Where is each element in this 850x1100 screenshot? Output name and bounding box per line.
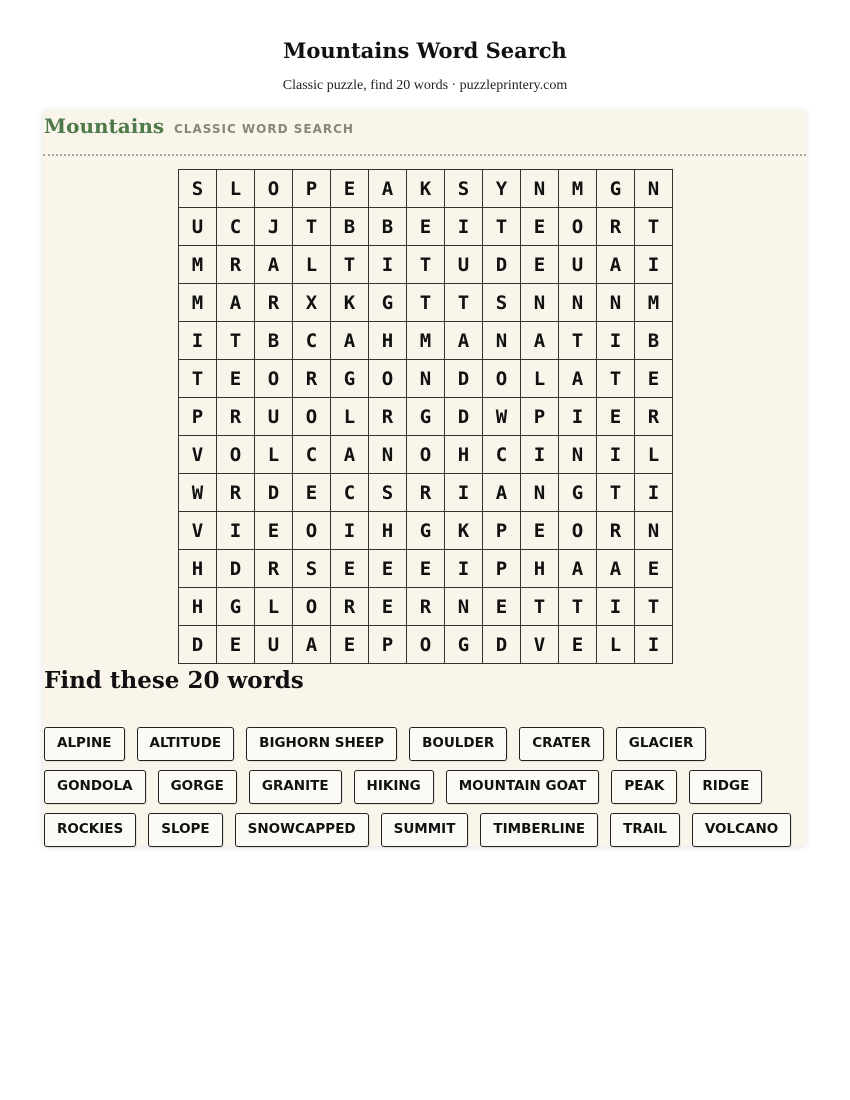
grid-cell[interactable]: T [635,588,673,626]
grid-cell[interactable]: H [179,588,217,626]
grid-cell[interactable]: E [635,550,673,588]
grid-cell[interactable]: C [331,474,369,512]
grid-cell[interactable]: E [369,588,407,626]
grid-cell[interactable]: R [293,360,331,398]
grid-cell[interactable]: T [179,360,217,398]
grid-row [179,170,673,208]
grid-cell[interactable]: T [217,322,255,360]
grid-cell[interactable]: P [293,170,331,208]
grid-row [179,588,673,626]
word-chip[interactable]: HIKING [354,770,434,804]
grid-cell[interactable]: E [407,208,445,246]
grid-cell[interactable]: D [217,550,255,588]
word-chip[interactable]: GRANITE [249,770,342,804]
grid-cell[interactable]: E [217,626,255,664]
grid-cell[interactable]: A [559,550,597,588]
grid-cell[interactable]: O [369,360,407,398]
grid-cell[interactable]: R [407,474,445,512]
grid-cell[interactable]: O [407,626,445,664]
grid-cell[interactable]: N [407,360,445,398]
grid-cell[interactable]: R [597,208,635,246]
grid-cell[interactable]: R [217,246,255,284]
grid-cell[interactable]: W [179,474,217,512]
grid-cell[interactable]: O [293,512,331,550]
grid-cell[interactable]: R [331,588,369,626]
grid-cell[interactable]: E [521,512,559,550]
grid-cell[interactable]: L [255,588,293,626]
grid-cell[interactable]: V [179,512,217,550]
card-title: Mountains [44,114,165,138]
word-chip[interactable]: TIMBERLINE [480,813,598,847]
grid-cell[interactable]: E [521,208,559,246]
grid-cell[interactable]: A [331,436,369,474]
grid-cell[interactable]: K [407,170,445,208]
grid-cell[interactable]: E [331,550,369,588]
grid-cell[interactable]: C [293,322,331,360]
word-chip[interactable]: ALTITUDE [137,727,235,761]
grid-cell[interactable]: G [407,512,445,550]
grid-cell[interactable]: G [445,626,483,664]
grid-cell[interactable]: G [597,170,635,208]
grid-cell[interactable]: P [483,550,521,588]
grid-cell[interactable]: O [293,398,331,436]
grid-cell[interactable]: I [635,246,673,284]
grid-row [179,512,673,550]
grid-cell[interactable]: V [179,436,217,474]
grid-cell[interactable]: H [445,436,483,474]
grid-cell[interactable]: E [559,626,597,664]
grid-cell[interactable]: L [331,398,369,436]
grid-cell[interactable]: A [255,246,293,284]
grid-cell[interactable]: M [179,246,217,284]
grid-cell[interactable]: D [483,626,521,664]
grid-cell[interactable]: N [483,322,521,360]
grid-cell[interactable]: C [483,436,521,474]
grid-cell[interactable]: H [369,512,407,550]
word-chip[interactable]: RIDGE [689,770,762,804]
grid-cell[interactable]: O [407,436,445,474]
grid-cell[interactable]: B [369,208,407,246]
word-chip[interactable]: CRATER [519,727,604,761]
grid-cell[interactable]: A [293,626,331,664]
word-chip[interactable]: GLACIER [616,727,707,761]
grid-cell[interactable]: D [445,360,483,398]
grid-cell[interactable]: C [293,436,331,474]
grid-cell[interactable]: I [445,208,483,246]
word-chip[interactable]: PEAK [611,770,677,804]
grid-cell[interactable]: E [597,398,635,436]
grid-cell[interactable]: E [483,588,521,626]
word-chip[interactable]: BIGHORN SHEEP [246,727,397,761]
grid-cell[interactable]: O [255,170,293,208]
grid-cell[interactable]: D [483,246,521,284]
grid-row [179,208,673,246]
grid-cell[interactable]: U [179,208,217,246]
grid-cell[interactable]: L [217,170,255,208]
grid-cell[interactable]: A [369,170,407,208]
grid-cell[interactable]: J [255,208,293,246]
grid-cell[interactable]: E [331,170,369,208]
grid-cell[interactable]: R [369,398,407,436]
grid-cell[interactable]: O [255,360,293,398]
page-title: Mountains Word Search [283,38,567,63]
grid-cell[interactable]: B [331,208,369,246]
grid-cell[interactable]: I [521,436,559,474]
word-chip[interactable]: SNOWCAPPED [235,813,369,847]
word-chip[interactable]: ROCKIES [44,813,136,847]
grid-cell[interactable]: I [597,436,635,474]
grid-cell[interactable]: X [293,284,331,322]
grid-cell[interactable]: E [217,360,255,398]
grid-cell[interactable]: A [521,322,559,360]
grid-row [179,550,673,588]
grid-cell[interactable]: M [559,170,597,208]
grid-cell[interactable]: I [445,550,483,588]
grid-cell[interactable]: G [331,360,369,398]
grid-cell[interactable]: T [445,284,483,322]
grid-cell[interactable]: L [255,436,293,474]
word-chip[interactable]: VOLCANO [692,813,791,847]
grid-cell[interactable]: S [445,170,483,208]
grid-cell[interactable]: L [597,626,635,664]
grid-cell[interactable]: G [369,284,407,322]
grid-cell[interactable]: R [255,550,293,588]
grid-cell[interactable]: M [407,322,445,360]
grid-cell[interactable]: R [635,398,673,436]
grid-cell[interactable]: O [559,208,597,246]
word-chip[interactable]: SUMMIT [381,813,469,847]
grid-cell[interactable]: E [635,360,673,398]
grid-cell[interactable]: K [331,284,369,322]
grid-cell[interactable]: I [635,626,673,664]
grid-cell[interactable]: T [597,360,635,398]
grid-cell[interactable]: I [597,588,635,626]
grid-cell[interactable]: H [521,550,559,588]
grid-cell[interactable]: N [635,170,673,208]
grid-row [179,398,673,436]
grid-cell[interactable]: A [597,246,635,284]
grid-cell[interactable]: G [559,474,597,512]
word-chip[interactable]: GONDOLA [44,770,146,804]
grid-cell[interactable]: L [635,436,673,474]
grid-cell[interactable]: R [217,398,255,436]
grid-cell[interactable]: Y [483,170,521,208]
grid-cell[interactable]: H [369,322,407,360]
grid-row [179,436,673,474]
grid-cell[interactable]: S [293,550,331,588]
word-chip[interactable]: TRAIL [610,813,680,847]
grid-cell[interactable]: N [559,436,597,474]
grid-cell[interactable]: N [521,474,559,512]
grid-cell[interactable]: U [559,246,597,284]
grid-row [179,626,673,664]
grid-cell[interactable]: O [293,588,331,626]
card-tag: CLASSIC WORD SEARCH [174,122,354,136]
grid-cell[interactable]: E [255,512,293,550]
grid-cell[interactable]: D [255,474,293,512]
grid-cell[interactable]: B [635,322,673,360]
grid-cell[interactable]: T [635,208,673,246]
grid-cell[interactable]: R [407,588,445,626]
grid-cell[interactable]: O [559,512,597,550]
word-list-heading: Find these 20 words [44,667,304,694]
grid-cell[interactable]: T [597,474,635,512]
grid-cell[interactable]: E [331,626,369,664]
grid-cell[interactable]: V [521,626,559,664]
grid-cell[interactable]: W [483,398,521,436]
card-header [43,110,806,156]
grid-cell[interactable]: N [445,588,483,626]
grid-cell[interactable]: E [407,550,445,588]
grid-cell[interactable]: G [407,398,445,436]
grid-cell[interactable]: N [597,284,635,322]
grid-cell[interactable]: T [521,588,559,626]
grid-row [179,284,673,322]
grid-row [179,474,673,512]
grid-cell[interactable]: G [217,588,255,626]
grid-cell[interactable]: T [407,284,445,322]
grid-cell[interactable]: E [369,550,407,588]
grid-cell[interactable]: L [293,246,331,284]
grid-cell[interactable]: T [559,322,597,360]
grid-row [179,360,673,398]
grid-cell[interactable]: S [483,284,521,322]
grid-cell[interactable]: I [635,474,673,512]
grid-row [179,322,673,360]
grid-cell[interactable]: D [445,398,483,436]
grid-cell[interactable]: A [331,322,369,360]
grid-row [179,246,673,284]
grid-cell[interactable]: A [483,474,521,512]
word-chip[interactable]: GORGE [158,770,237,804]
grid-cell[interactable]: T [483,208,521,246]
grid-cell[interactable]: R [217,474,255,512]
grid-cell[interactable]: M [179,284,217,322]
grid-cell[interactable]: E [293,474,331,512]
grid-cell[interactable]: R [255,284,293,322]
grid-cell[interactable]: I [445,474,483,512]
word-chip[interactable]: ALPINE [44,727,125,761]
grid-cell[interactable]: T [293,208,331,246]
grid-cell[interactable]: B [255,322,293,360]
word-chip[interactable]: SLOPE [148,813,222,847]
grid-cell[interactable]: T [559,588,597,626]
grid-cell[interactable]: I [597,322,635,360]
letter-grid [178,169,673,664]
grid-cell[interactable]: N [635,512,673,550]
grid-cell[interactable]: I [331,512,369,550]
grid-cell[interactable]: N [369,436,407,474]
grid-cell[interactable]: K [445,512,483,550]
grid-cell[interactable]: O [217,436,255,474]
grid-cell[interactable]: U [255,626,293,664]
grid-cell[interactable]: N [521,170,559,208]
grid-cell[interactable]: P [179,398,217,436]
grid-cell[interactable]: T [407,246,445,284]
grid-cell[interactable]: S [369,474,407,512]
grid-cell[interactable]: C [217,208,255,246]
grid-cell[interactable]: P [521,398,559,436]
grid-cell[interactable]: I [217,512,255,550]
grid-cell[interactable]: U [445,246,483,284]
grid-cell[interactable]: H [179,550,217,588]
grid-cell[interactable]: I [369,246,407,284]
grid-cell[interactable]: A [597,550,635,588]
grid-cell[interactable]: M [635,284,673,322]
grid-cell[interactable]: P [369,626,407,664]
grid-cell[interactable]: L [521,360,559,398]
grid-cell[interactable]: N [521,284,559,322]
grid-cell[interactable]: S [179,170,217,208]
grid-cell[interactable]: I [559,398,597,436]
grid-cell[interactable]: A [217,284,255,322]
page-subtitle: Classic puzzle, find 20 words · puzzleprintery.com [282,78,568,93]
grid-cell[interactable]: T [331,246,369,284]
grid-cell[interactable]: U [255,398,293,436]
puzzle-card [43,110,806,846]
grid-cell[interactable]: A [559,360,597,398]
grid-cell[interactable]: A [445,322,483,360]
grid-cell[interactable]: E [521,246,559,284]
word-list [44,727,814,847]
grid-cell[interactable]: R [597,512,635,550]
grid-cell[interactable]: O [483,360,521,398]
grid-cell[interactable]: P [483,512,521,550]
grid-cell[interactable]: D [179,626,217,664]
grid-cell[interactable]: I [179,322,217,360]
word-chip[interactable]: MOUNTAIN GOAT [446,770,600,804]
grid-cell[interactable]: N [559,284,597,322]
word-chip[interactable]: BOULDER [409,727,507,761]
